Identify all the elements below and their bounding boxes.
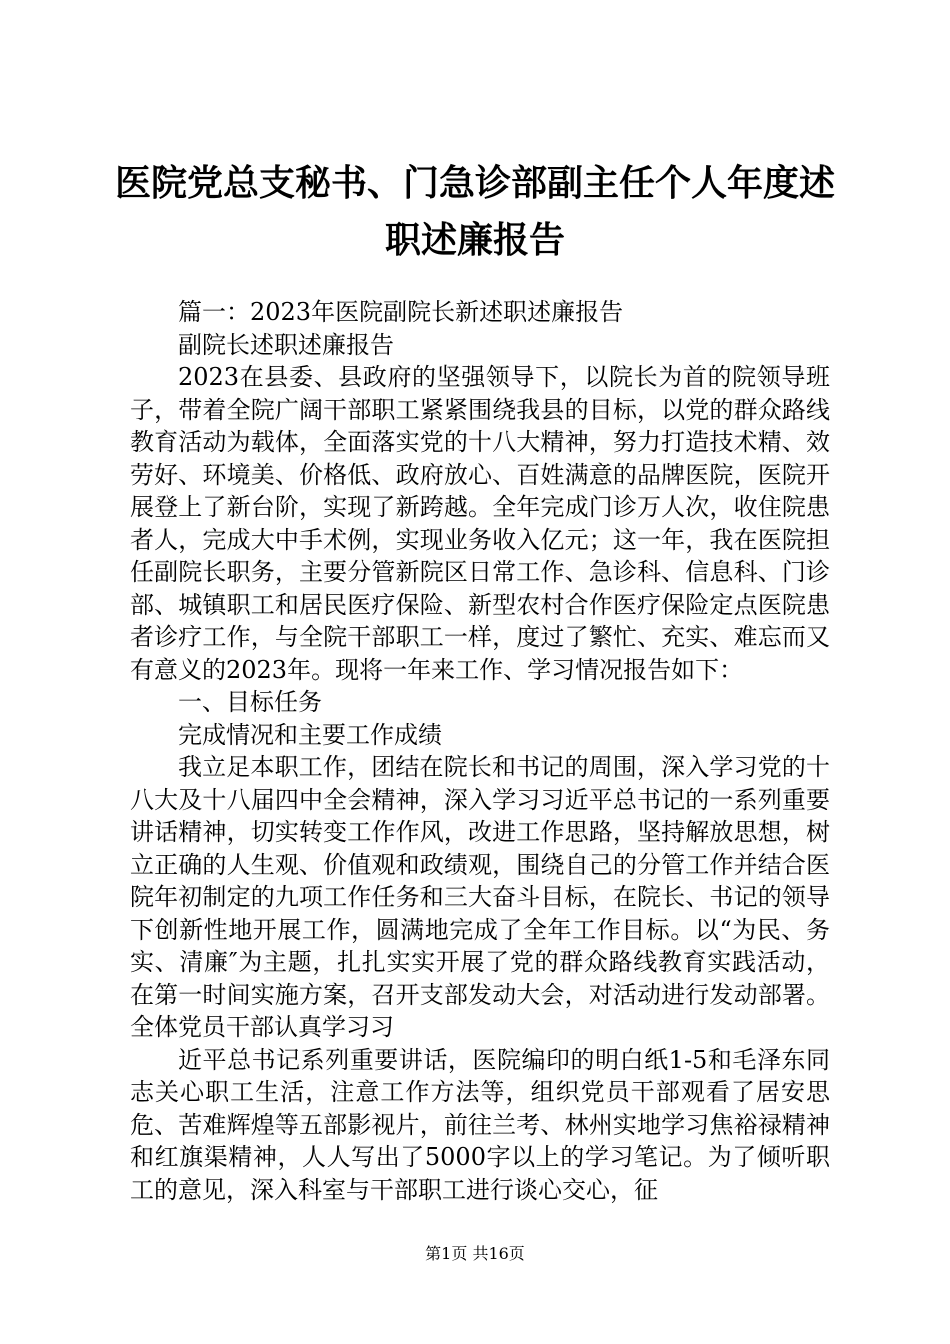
report-subtitle: 副院长述职述廉报告 xyxy=(178,330,394,359)
section-heading-part-one: 篇一：2023年医院副院长新述职述廉报告 xyxy=(178,298,624,326)
document-title-line-2: 职述廉报告 xyxy=(384,220,565,261)
paragraph-study-activities: 近平总书记系列重要讲话，医院编印的明白纸1-5和毛泽东同志关心职工生活，注意工作方法等，组织党员干部观看了居安思危、苦难辉煌等五部影视片，前往兰考、林州实地学习焦裕禄精神和红旗渠精神，人人写出了5000字以上的学习笔记。为了倾听职工的意见，深入科室与干部职工进行谈心交心，征 xyxy=(130,1045,830,1204)
document-title-line-1: 医院党总支秘书、门急诊部副主任个人年度述 xyxy=(114,163,835,204)
page-number-footer: 第1页 共16页 xyxy=(425,1244,525,1263)
paragraph-work-summary: 我立足本职工作，团结在院长和书记的周围，深入学习党的十八大及十八届四中全会精神，深入学习习近平总书记的一系列重要讲话精神，切实转变工作作风，改进工作思路，坚持解放思想，树立正确的人生观、价值观和政绩观，围绕自己的分管工作并结合医院年初制定的九项工作任务和三大奋斗目标，在院长、书记的领导下创新性地开展工作，圆满地完成了全年工作目标。以“为民、务实、清廉″为主题，扎扎实实开展了党的群众路线教育实践活动，在第一时间实施方案，召开支部发动大会，对活动进行发动部署。全体党员干部认真学习习 xyxy=(130,753,830,1041)
paragraph-intro: 2023在县委、县政府的坚强领导下，以院长为首的院领导班子，带着全院广阔干部职工紧紧围绕我县的目标，以党的群众路线教育活动为载体，全面落实党的十八大精神，努力打造技术精、效劳好、环境美、价格低、政府放心、百姓满意的品牌医院，医院开展登上了新台阶，实现了新跨越。全年完成门诊万人次，收住院患者人，完成大中手术例，实现业务收入亿元；这一年，我在医院担任副院长职务，主要分管新院区日常工作、急诊科、信息科、门诊部、城镇职工和居民医疗保险、新型农村合作医疗保险定点医院患者诊疗工作，与全院干部职工一样，度过了繁忙、充实、难忘而又有意义的2023年。现将一年来工作、学习情况报告如下： xyxy=(130,363,830,684)
section-subheading-achievements: 完成情况和主要工作成绩 xyxy=(178,720,442,749)
document-body xyxy=(130,296,830,1206)
section-heading-goals: 一、目标任务 xyxy=(178,688,322,716)
